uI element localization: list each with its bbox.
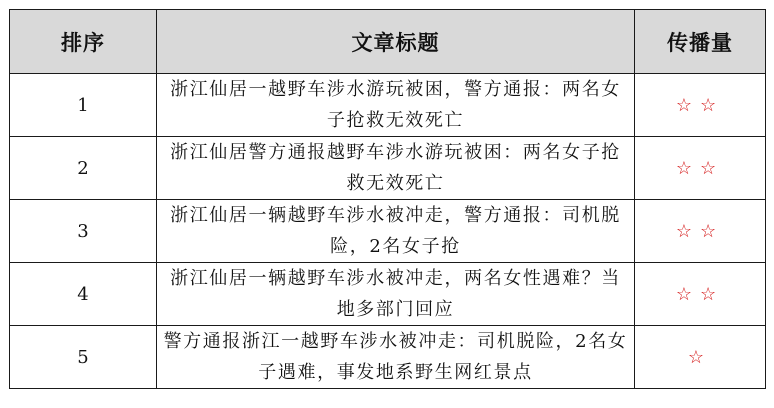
title-cell: 浙江仙居警方通报越野车涉水游玩被困：两名女子抢救无效死亡 xyxy=(157,137,635,200)
table-row xyxy=(10,326,766,389)
spread-stars: ☆☆ xyxy=(635,200,766,263)
rank-cell: 5 xyxy=(10,326,157,389)
table-header xyxy=(10,10,766,74)
table-body xyxy=(10,74,766,389)
rank-cell: 1 xyxy=(10,74,157,137)
rank-cell: 4 xyxy=(10,263,157,326)
title-cell: 浙江仙居一越野车涉水游玩被困，警方通报：两名女子抢救无效死亡 xyxy=(157,74,635,137)
rank-cell: 2 xyxy=(10,137,157,200)
header-spread: 传播量 xyxy=(635,10,766,74)
header-row xyxy=(10,10,766,74)
table-row xyxy=(10,74,766,137)
title-cell: 警方通报浙江一越野车涉水被冲走：司机脱险，2名女子遇难，事发地系野生网红景点 xyxy=(157,326,635,389)
spread-stars: ☆☆ xyxy=(635,137,766,200)
table-row xyxy=(10,263,766,326)
title-cell: 浙江仙居一辆越野车涉水被冲走，两名女性遇难？当地多部门回应 xyxy=(157,263,635,326)
header-title: 文章标题 xyxy=(157,10,635,74)
spread-stars: ☆☆ xyxy=(635,74,766,137)
spread-stars: ☆☆ xyxy=(635,263,766,326)
spread-stars: ☆ xyxy=(635,326,766,389)
article-ranking-table xyxy=(9,9,766,389)
table-row xyxy=(10,200,766,263)
title-cell: 浙江仙居一辆越野车涉水被冲走，警方通报：司机脱险，2名女子抢 xyxy=(157,200,635,263)
header-rank: 排序 xyxy=(10,10,157,74)
table-row xyxy=(10,137,766,200)
rank-cell: 3 xyxy=(10,200,157,263)
